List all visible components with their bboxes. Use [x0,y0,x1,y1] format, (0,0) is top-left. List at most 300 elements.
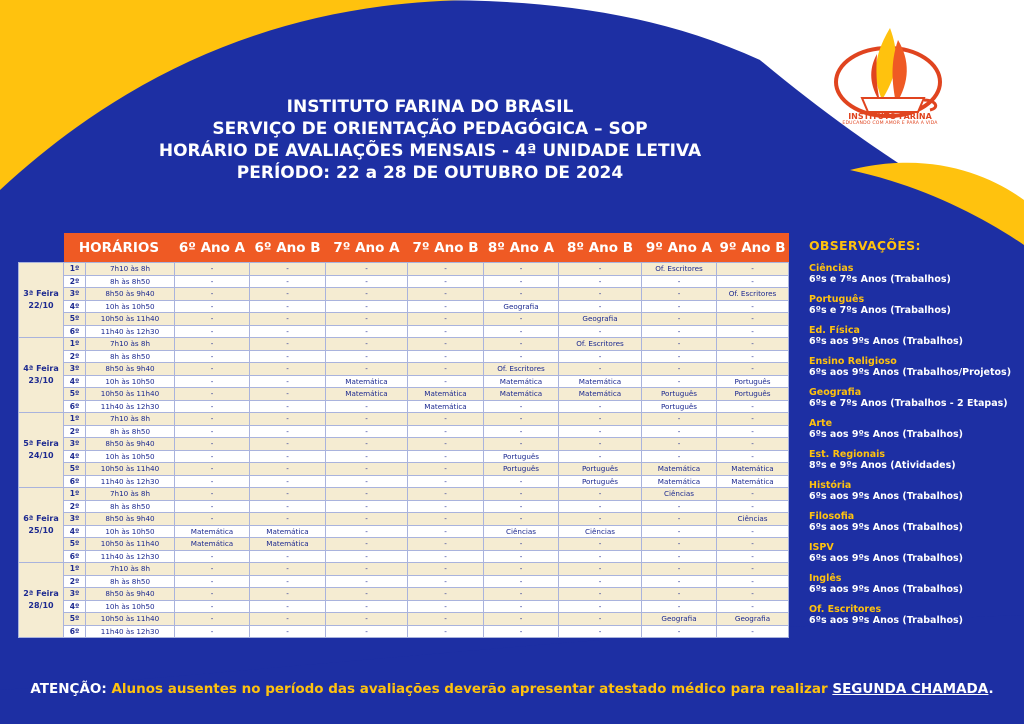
exam-cell: - [642,350,717,363]
slot-number: 1º [64,488,86,501]
day-name: 6ª Feira [23,514,59,523]
exam-cell: - [326,613,408,626]
exam-cell: - [250,450,326,463]
exam-cell: - [484,600,559,613]
exam-cell: - [717,300,789,313]
observation-description: 6ºs aos 9ºs Anos (Trabalhos) [809,429,963,440]
exam-cell: - [484,313,559,326]
exam-cell: - [250,363,326,376]
day-date: 24/10 [28,451,54,460]
header-7b: 7º Ano B [408,233,484,263]
exam-cell: - [408,275,484,288]
exam-cell: - [326,625,408,638]
day-label [19,338,64,413]
exam-cell: - [326,475,408,488]
slot-number: 1º [64,413,86,426]
exam-cell: - [642,313,717,326]
slot-time: 10h50 às 11h40 [86,388,175,401]
exam-cell: - [559,363,642,376]
exam-cell: - [326,600,408,613]
slot-time: 8h às 8h50 [86,500,175,513]
exam-cell: - [175,288,250,301]
exam-cell: Português [559,475,642,488]
exam-cell: - [559,438,642,451]
exam-cell: Of. Escritores [559,338,642,351]
exam-cell: - [408,588,484,601]
slot-time: 10h às 10h50 [86,525,175,538]
exam-cell: - [326,313,408,326]
exam-cell: Geografia [484,300,559,313]
exam-cell: - [642,588,717,601]
exam-cell: - [642,450,717,463]
exam-cell: - [175,275,250,288]
exam-cell: - [175,350,250,363]
exam-cell: - [717,438,789,451]
exam-cell: - [250,375,326,388]
exam-cell: - [717,538,789,551]
exam-cell: - [175,575,250,588]
slot-number: 6º [64,400,86,413]
exam-cell: - [559,450,642,463]
exam-cell: - [326,325,408,338]
table-row [19,400,789,413]
exam-cell: - [559,288,642,301]
table-row [19,325,789,338]
logo-tagline: EDUCANDO COM AMOR E PARA A VIDA [842,121,938,126]
exam-cell: - [642,288,717,301]
exam-cell: - [717,600,789,613]
exam-cell: - [717,450,789,463]
exam-cell: - [484,438,559,451]
exam-cell: - [642,375,717,388]
exam-cell: - [484,500,559,513]
observation-subject: Est. Regionais [809,449,886,460]
exam-cell: Matemática [175,525,250,538]
slot-time: 8h às 8h50 [86,425,175,438]
exam-cell: - [408,513,484,526]
table-row [19,500,789,513]
exam-cell: - [250,325,326,338]
title-line-4: PERÍODO: 22 a 28 DE OUTUBRO DE 2024 [236,163,624,183]
exam-cell: - [717,350,789,363]
header-9a: 9º Ano A [642,233,717,263]
observation-item [809,542,1019,565]
exam-cell: - [484,588,559,601]
exam-cell: - [408,363,484,376]
day-label [19,263,64,338]
slot-time: 10h às 10h50 [86,375,175,388]
slot-time: 10h às 10h50 [86,300,175,313]
exam-cell: - [175,363,250,376]
slot-number: 6º [64,325,86,338]
slot-number: 3º [64,438,86,451]
exam-cell: - [250,550,326,563]
exam-cell: - [484,338,559,351]
observation-description: 6ºs aos 9ºs Anos (Trabalhos) [809,553,963,564]
observation-item [809,387,1019,410]
observation-description: 6ºs aos 9ºs Anos (Trabalhos) [809,336,963,347]
exam-cell: - [484,400,559,413]
observation-subject: Português [809,294,865,305]
logo-name: INSTITUTO FARINA [848,112,932,121]
exam-cell: - [175,625,250,638]
exam-cell: - [559,600,642,613]
exam-cell: - [559,513,642,526]
observation-description: 6ºs e 7ºs Anos (Trabalhos) [809,274,951,285]
exam-cell: - [642,275,717,288]
day-label [19,488,64,563]
exam-cell: - [250,413,326,426]
slot-time: 8h às 8h50 [86,275,175,288]
observation-item [809,480,1019,503]
slot-number: 3º [64,288,86,301]
exam-cell: - [642,413,717,426]
exam-cell: - [484,488,559,501]
slot-number: 1º [64,263,86,276]
exam-cell: - [717,313,789,326]
exam-cell: - [717,588,789,601]
slot-time: 8h50 às 9h40 [86,438,175,451]
exam-cell: - [326,500,408,513]
exam-cell: - [408,325,484,338]
slot-time: 8h50 às 9h40 [86,363,175,376]
exam-cell: - [408,600,484,613]
slot-number: 4º [64,300,86,313]
exam-cell: - [175,450,250,463]
exam-cell: Matemática [717,475,789,488]
exam-cell: - [642,575,717,588]
exam-cell: - [559,613,642,626]
exam-cell: Matemática [175,538,250,551]
exam-cell: - [326,288,408,301]
exam-cell: - [559,263,642,276]
table-row [19,525,789,538]
table-row [19,463,789,476]
exam-cell: Matemática [250,525,326,538]
exam-cell: - [175,475,250,488]
exam-cell: - [717,413,789,426]
exam-cell: - [326,425,408,438]
exam-cell: - [559,538,642,551]
exam-cell: - [326,488,408,501]
observation-item [809,604,1019,627]
exam-cell: - [642,600,717,613]
exam-cell: - [175,338,250,351]
table-row [19,313,789,326]
title-line-1: INSTITUTO FARINA DO BRASIL [286,97,574,117]
footer-strong: SEGUNDA CHAMADA [832,681,989,697]
schedule-table [18,233,789,638]
slot-time: 8h50 às 9h40 [86,513,175,526]
observation-description: 8ºs e 9ºs Anos (Atividades) [809,460,956,471]
exam-cell: - [408,613,484,626]
exam-cell: Matemática [559,375,642,388]
table-row [19,425,789,438]
exam-cell: - [642,325,717,338]
exam-cell: - [408,413,484,426]
exam-cell: - [250,388,326,401]
slot-number: 2º [64,275,86,288]
exam-cell: - [326,513,408,526]
title-line-3: HORÁRIO DE AVALIAÇÕES MENSAIS - 4ª UNIDADE LETIVA [158,141,702,161]
observation-item [809,263,1019,286]
exam-cell: - [484,350,559,363]
observation-item [809,294,1019,317]
footer-notice [0,681,1024,697]
observation-item [809,325,1019,348]
observation-description: 6ºs aos 9ºs Anos (Trabalhos/Projetos) [809,367,1012,378]
exam-cell: Matemática [326,375,408,388]
observation-subject: Ed. Física [809,325,860,336]
exam-cell: - [175,613,250,626]
table-row [19,388,789,401]
observation-description: 6ºs e 7ºs Anos (Trabalhos - 2 Etapas) [809,398,1008,409]
exam-cell: - [484,563,559,576]
exam-cell: - [408,550,484,563]
slot-time: 7h10 às 8h [86,338,175,351]
exam-cell: - [326,575,408,588]
table-row [19,488,789,501]
slot-number: 4º [64,600,86,613]
table-row [19,613,789,626]
table-row [19,450,789,463]
table-row [19,538,789,551]
slot-time: 8h às 8h50 [86,350,175,363]
exam-cell: - [484,513,559,526]
exam-cell: - [175,388,250,401]
header-8b: 8º Ano B [559,233,642,263]
exam-cell: - [250,288,326,301]
table-row [19,575,789,588]
day-date: 22/10 [28,301,54,310]
exam-cell: - [250,275,326,288]
observation-subject: ISPV [809,542,834,553]
slot-time: 7h10 às 8h [86,413,175,426]
slot-time: 8h50 às 9h40 [86,588,175,601]
exam-cell: - [484,275,559,288]
slot-time: 10h50 às 11h40 [86,463,175,476]
exam-cell: - [326,400,408,413]
slot-number: 3º [64,588,86,601]
exam-cell: - [250,513,326,526]
exam-cell: - [408,375,484,388]
observation-subject: Geografia [809,387,862,398]
observation-description: 6ºs aos 9ºs Anos (Trabalhos) [809,522,963,533]
table-row [19,263,789,276]
exam-cell: - [717,400,789,413]
exam-cell: - [717,275,789,288]
slot-number: 1º [64,563,86,576]
table-row [19,600,789,613]
exam-cell: Of. Escritores [717,288,789,301]
exam-cell: - [559,550,642,563]
observation-description: 6ºs e 7ºs Anos (Trabalhos) [809,305,951,316]
slot-time: 10h50 às 11h40 [86,313,175,326]
slot-number: 5º [64,538,86,551]
slot-number: 4º [64,525,86,538]
observations-panel [809,238,1019,635]
exam-cell: - [250,563,326,576]
exam-cell: Ciências [559,525,642,538]
slot-number: 5º [64,388,86,401]
slot-number: 2º [64,575,86,588]
slot-number: 6º [64,625,86,638]
exam-cell: - [250,313,326,326]
day-label [19,563,64,638]
observation-item [809,418,1019,441]
exam-cell: - [484,613,559,626]
exam-cell: - [484,288,559,301]
exam-cell: Matemática [408,388,484,401]
exam-cell: - [326,550,408,563]
footer-message: Alunos ausentes no período das avaliações deverão apresentar atestado médico para realizar [111,681,828,697]
exam-cell: - [559,500,642,513]
exam-cell: - [484,413,559,426]
slot-time: 11h40 às 12h30 [86,550,175,563]
exam-cell: - [717,338,789,351]
exam-cell: - [175,600,250,613]
observation-item [809,449,1019,472]
exam-cell: Ciências [642,488,717,501]
exam-cell: - [250,300,326,313]
observations-title: OBSERVAÇÕES: [809,238,921,253]
exam-cell: - [717,550,789,563]
exam-cell: - [559,275,642,288]
exam-cell: - [408,438,484,451]
exam-cell: - [408,350,484,363]
exam-cell: Português [642,388,717,401]
exam-cell: Geografia [717,613,789,626]
exam-cell: - [717,625,789,638]
exam-cell: - [175,463,250,476]
exam-cell: - [250,425,326,438]
exam-cell: - [326,563,408,576]
exam-cell: - [642,300,717,313]
exam-cell: - [175,588,250,601]
exam-cell: - [408,500,484,513]
exam-cell: - [326,275,408,288]
exam-cell: - [326,338,408,351]
exam-cell: - [559,625,642,638]
exam-cell: - [175,413,250,426]
exam-cell: - [175,438,250,451]
slot-number: 5º [64,463,86,476]
title-line-2: SERVIÇO DE ORIENTAÇÃO PEDAGÓGICA – SOP [212,119,648,139]
exam-cell: - [250,613,326,626]
observation-subject: Ciências [809,263,854,274]
exam-cell: - [559,350,642,363]
exam-cell: Of. Escritores [484,363,559,376]
exam-cell: - [717,488,789,501]
observation-description: 6ºs aos 9ºs Anos (Trabalhos) [809,491,963,502]
exam-cell: - [408,538,484,551]
exam-cell: - [484,625,559,638]
table-row [19,413,789,426]
slot-number: 4º [64,375,86,388]
exam-cell: - [250,338,326,351]
exam-cell: Português [484,450,559,463]
exam-cell: Matemática [484,388,559,401]
exam-cell: - [250,588,326,601]
exam-cell: - [717,263,789,276]
exam-cell: - [175,263,250,276]
exam-cell: Matemática [326,388,408,401]
exam-cell: - [250,400,326,413]
exam-cell: - [250,600,326,613]
table-row [19,350,789,363]
exam-cell: - [175,563,250,576]
exam-cell: - [175,400,250,413]
header-6b: 6º Ano B [250,233,326,263]
table-row [19,275,789,288]
exam-cell: - [250,475,326,488]
exam-cell: - [484,575,559,588]
exam-cell: - [408,463,484,476]
exam-cell: Matemática [642,463,717,476]
slot-number: 2º [64,500,86,513]
exam-cell: - [408,575,484,588]
table-row [19,513,789,526]
observation-subject: Ensino Religioso [809,356,897,367]
exam-cell: - [484,325,559,338]
slot-number: 6º [64,550,86,563]
day-name: 4ª Feira [23,364,59,373]
slot-number: 3º [64,513,86,526]
slot-time: 8h50 às 9h40 [86,288,175,301]
exam-cell: - [642,363,717,376]
exam-cell: - [175,513,250,526]
exam-cell: - [326,450,408,463]
exam-cell: - [559,575,642,588]
exam-cell: - [717,363,789,376]
footer-end: . [988,681,994,697]
exam-cell: - [326,363,408,376]
slot-number: 5º [64,313,86,326]
slot-number: 3º [64,363,86,376]
slot-number: 1º [64,338,86,351]
exam-cell: - [326,263,408,276]
observation-subject: História [809,480,852,491]
exam-cell: - [717,525,789,538]
slot-time: 7h10 às 8h [86,488,175,501]
exam-cell: - [408,488,484,501]
table-row [19,300,789,313]
exam-cell: - [408,338,484,351]
exam-cell: Matemática [484,375,559,388]
day-date: 25/10 [28,526,54,535]
exam-cell: - [717,425,789,438]
exam-cell: - [250,575,326,588]
slot-time: 8h às 8h50 [86,575,175,588]
exam-cell: - [717,563,789,576]
exam-cell: - [484,263,559,276]
exam-cell: - [175,375,250,388]
slot-number: 2º [64,350,86,363]
exam-cell: - [408,263,484,276]
table-row [19,625,789,638]
exam-cell: - [326,525,408,538]
exam-cell: - [250,463,326,476]
exam-cell: Geografia [559,313,642,326]
exam-cell: - [326,300,408,313]
exam-cell: Matemática [559,388,642,401]
exam-cell: - [642,538,717,551]
table-row [19,363,789,376]
header-blank [19,233,64,263]
day-name: 3ª Feira [23,289,59,298]
observation-item [809,356,1019,379]
exam-cell: - [642,550,717,563]
